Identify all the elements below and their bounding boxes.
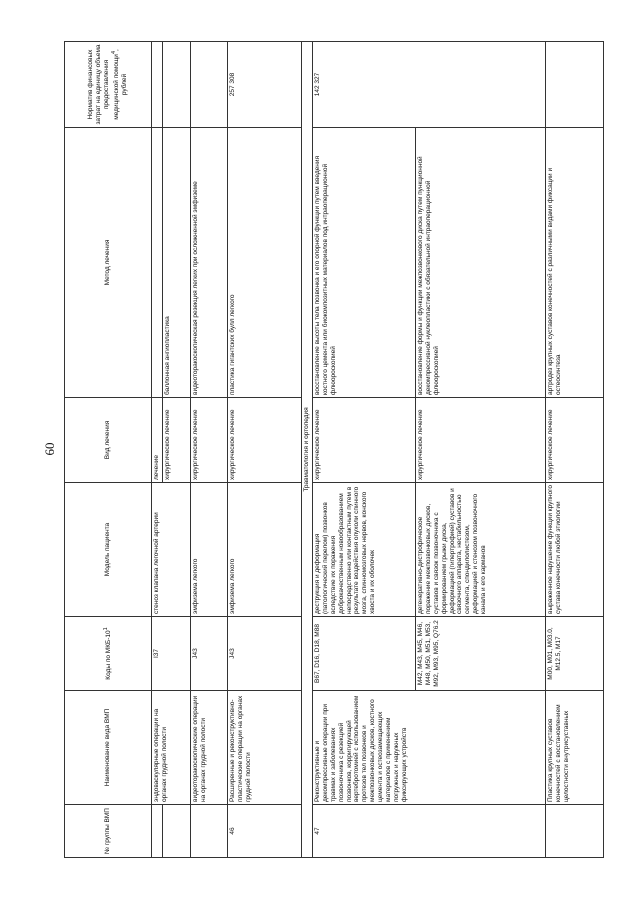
row-kind: хирургическое лечение — [312, 398, 415, 483]
row-method: видеоторакоскопическая резекция легких при осложненной эмфиземе — [190, 128, 227, 398]
page-number: 60 — [42, 442, 57, 456]
row-code: M00, M01, M03.0, M12.5, M17 — [545, 617, 603, 691]
table-row — [190, 42, 227, 858]
row-code: B67, D16, D18, M88 — [312, 617, 415, 691]
header-norm: Норматив финансовых затрат на единицу объема предоставления медицинской помощи$^4$, рублей — [65, 42, 152, 128]
row-code: M42, M43, M45, M46, M48, M50, M51, M53, M92, M93, M95, Q76.2 — [415, 617, 545, 691]
row-method: восстановление высоты тела позвонка и его опорной функции путем введения костного цемента или биокомпозитных материалов под интраоперационной флюороскопией — [312, 128, 415, 398]
row-model: деструкция и деформация (патологический перелом) позвонков вследствие их поражения доброкачественным новообразованием непосредственно или контактным путем в результате воздействия опухоли спинного мозга, спинномозговых нервов, конского хвоста и их оболочек — [312, 483, 415, 617]
header-method: Метод лечения — [65, 128, 152, 398]
row-model: дегенеративно-дистрофическое поражение межпозвонковых дисков, суставов и связок позвоночника с формированием грыжи диска, деформацией (гипертрофией) суставов и связочного аппарата, нестабильностью сегмента, спондилолистезом, деформацией и стенозом позвоночного канала и его карманов — [415, 483, 545, 617]
row-kind-fragment: лечение — [152, 398, 163, 483]
row-model: выраженное нарушение функции крупного сустава конечности любой этиологии — [545, 483, 603, 617]
row-norm: 257 308 — [227, 42, 301, 128]
row-name: видеоторакоскопические операции на органах грудной полости — [190, 691, 227, 805]
row-kind: хирургическое лечение — [415, 398, 545, 483]
row-method: баллонная ангиопластика — [162, 128, 190, 398]
row-code: I37 — [152, 617, 191, 691]
row-kind: хирургическое лечение — [227, 398, 301, 483]
row-model: стеноз клапана легочной артерии — [152, 483, 191, 617]
row-name: эндоваскулярные операции на органах грудной полости — [152, 691, 191, 805]
row-norm: 142 327 — [312, 42, 545, 128]
row-name: Пластика крупных суставов конечностей с восстановлением целостности внутрисуставных — [545, 691, 603, 805]
header-codes: Коды по МКБ-$10^1$ — [65, 617, 152, 691]
table-row — [545, 42, 603, 858]
row-code: J43 — [190, 617, 227, 691]
row-method: пластика гигантских булл легкого — [227, 128, 301, 398]
row-kind: хирургическое лечение — [545, 398, 603, 483]
table-row — [227, 42, 301, 858]
section-row — [301, 42, 312, 858]
table-row — [152, 42, 163, 858]
row-name: Расширенные и реконструктивно-пластические операции на органах грудной полости — [227, 691, 301, 805]
row-kind: хирургическое лечение — [190, 398, 227, 483]
row-model: эмфизема легкого — [190, 483, 227, 617]
rotated-page — [64, 42, 591, 858]
section-title: Травматология и ортопедия — [301, 42, 312, 858]
vmp-table — [64, 41, 604, 858]
row-model: эмфизема легкого — [227, 483, 301, 617]
row-name: Реконструктивные и декомпрессивные операции при травмах и заболеваниях позвоночника с резекцией позвонков, корригирующей вертебротомией с использованием протезов тел позвонков и межпозвонковых дисков, костного цемента и остеозамещающих материалов с применением погружных и наружных фиксирующих устройств — [312, 691, 545, 805]
header-model: Модель пациента — [65, 483, 152, 617]
row-group: 47 — [312, 805, 545, 858]
header-kind: Вид лечения — [65, 398, 152, 483]
table-row — [312, 42, 415, 858]
row-method: артродез крупных суставов конечностей с различными видами фиксации и остеосинтеза — [545, 128, 603, 398]
row-code: J43 — [227, 617, 301, 691]
header-name: Наименование вида ВМП — [65, 691, 152, 805]
row-method: восстановление формы и функции межпозвонкового диска путем пункционной декомпрессивной нуклеопластики с обязательной интраоперационной флюороскопией — [415, 128, 545, 398]
row-kind: хирургическое лечение — [162, 398, 190, 483]
row-group: 46 — [227, 805, 301, 858]
table-header — [65, 42, 152, 858]
header-group: № группы ВМП — [65, 805, 152, 858]
